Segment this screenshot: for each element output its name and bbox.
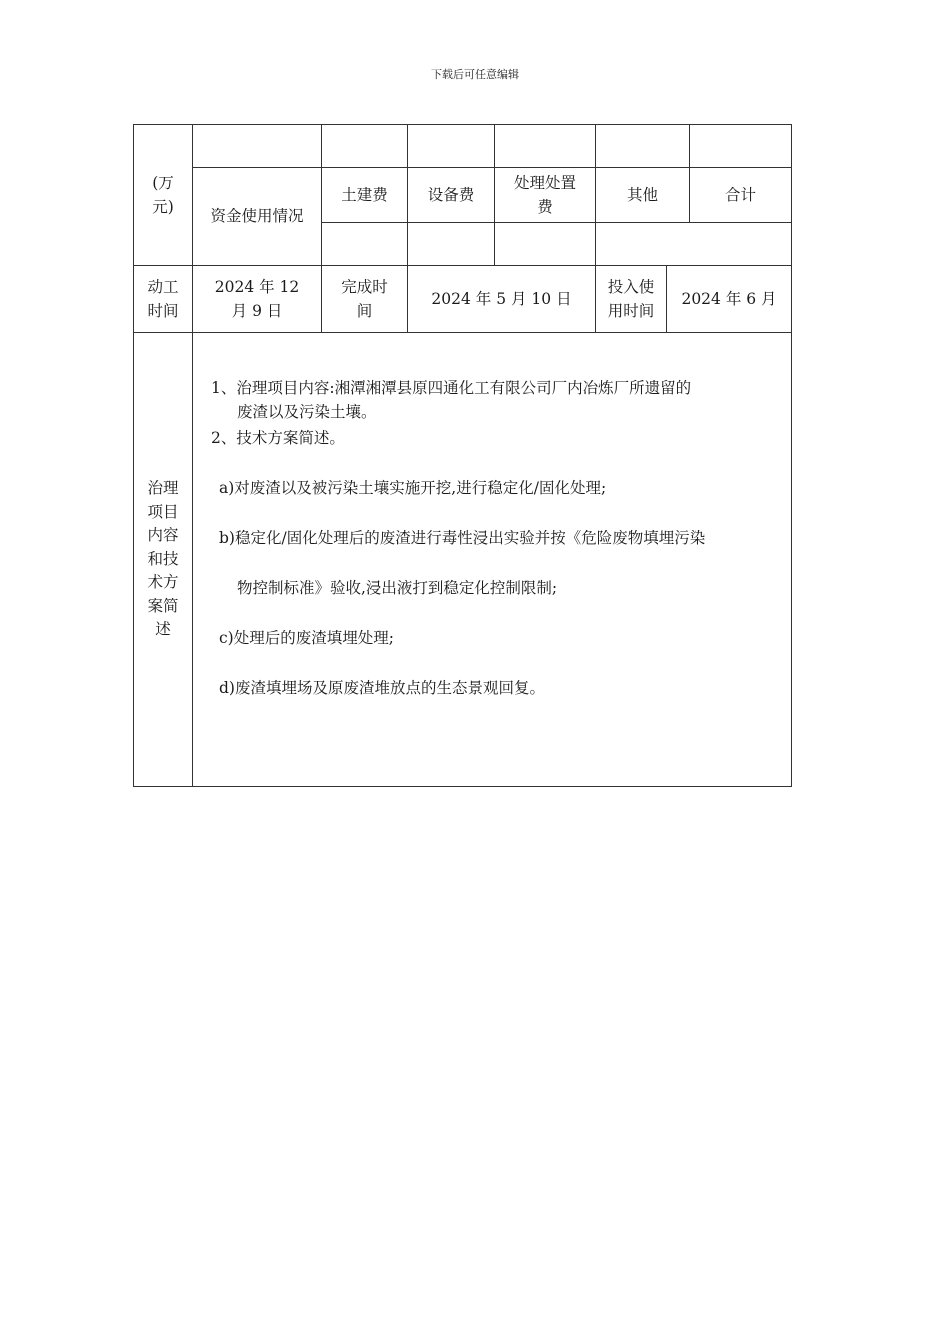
page-header-note: 下载后可任意编辑 (431, 68, 519, 81)
table-border-bottom (133, 786, 792, 787)
funds-col-total: 合计 (724, 186, 756, 204)
item1-line2: 废渣以及污染土壤。 (237, 403, 377, 421)
funds-col-equipment: 设备费 (427, 186, 475, 204)
project-table (133, 124, 792, 787)
finish-time-value: 2024 年 5 月 10 日 (431, 290, 572, 308)
step-b-line2: 物控制标准》验收,浸出液打到稳定化控制限制; (237, 579, 558, 597)
content-label: 治理 项目 内容 和技 术方 案简 述 (147, 479, 179, 639)
start-time-label: 动工 时间 (147, 278, 179, 320)
funds-col-disposal: 处理处置 费 (513, 174, 576, 216)
step-d: d)废渣填埋场及原废渣堆放点的生态景观回复。 (219, 679, 545, 697)
table-border-top (133, 124, 792, 125)
step-c: c)处理后的废渣填埋处理; (219, 629, 394, 647)
step-b-line1: b)稳定化/固化处理后的废渣进行毒性浸出实验并按《危险废物填埋污染 (219, 529, 706, 547)
item2: 2、技术方案简述。 (211, 429, 345, 447)
row-divider (133, 332, 792, 333)
in-use-time-value: 2024 年 6 月 (681, 290, 777, 308)
funds-col-civil: 土建费 (341, 186, 388, 204)
funds-col-other: 其他 (626, 186, 658, 204)
table-border-right (791, 124, 792, 787)
in-use-time-label: 投入使 用时间 (607, 278, 655, 320)
item1-line1: 1、治理项目内容:湘潭湘潭县原四通化工有限公司厂内冶炼厂所遗留的 (211, 379, 692, 397)
start-time-value: 2024 年 12 月 9 日 (214, 278, 300, 320)
finish-time-label: 完成时 间 (341, 278, 388, 320)
row-divider (321, 222, 792, 223)
funds-usage-label: 资金使用情况 (210, 207, 304, 225)
funds-unit-label: (万 元) (152, 173, 174, 216)
step-a: a)对废渣以及被污染土壤实施开挖,进行稳定化/固化处理; (219, 479, 607, 497)
